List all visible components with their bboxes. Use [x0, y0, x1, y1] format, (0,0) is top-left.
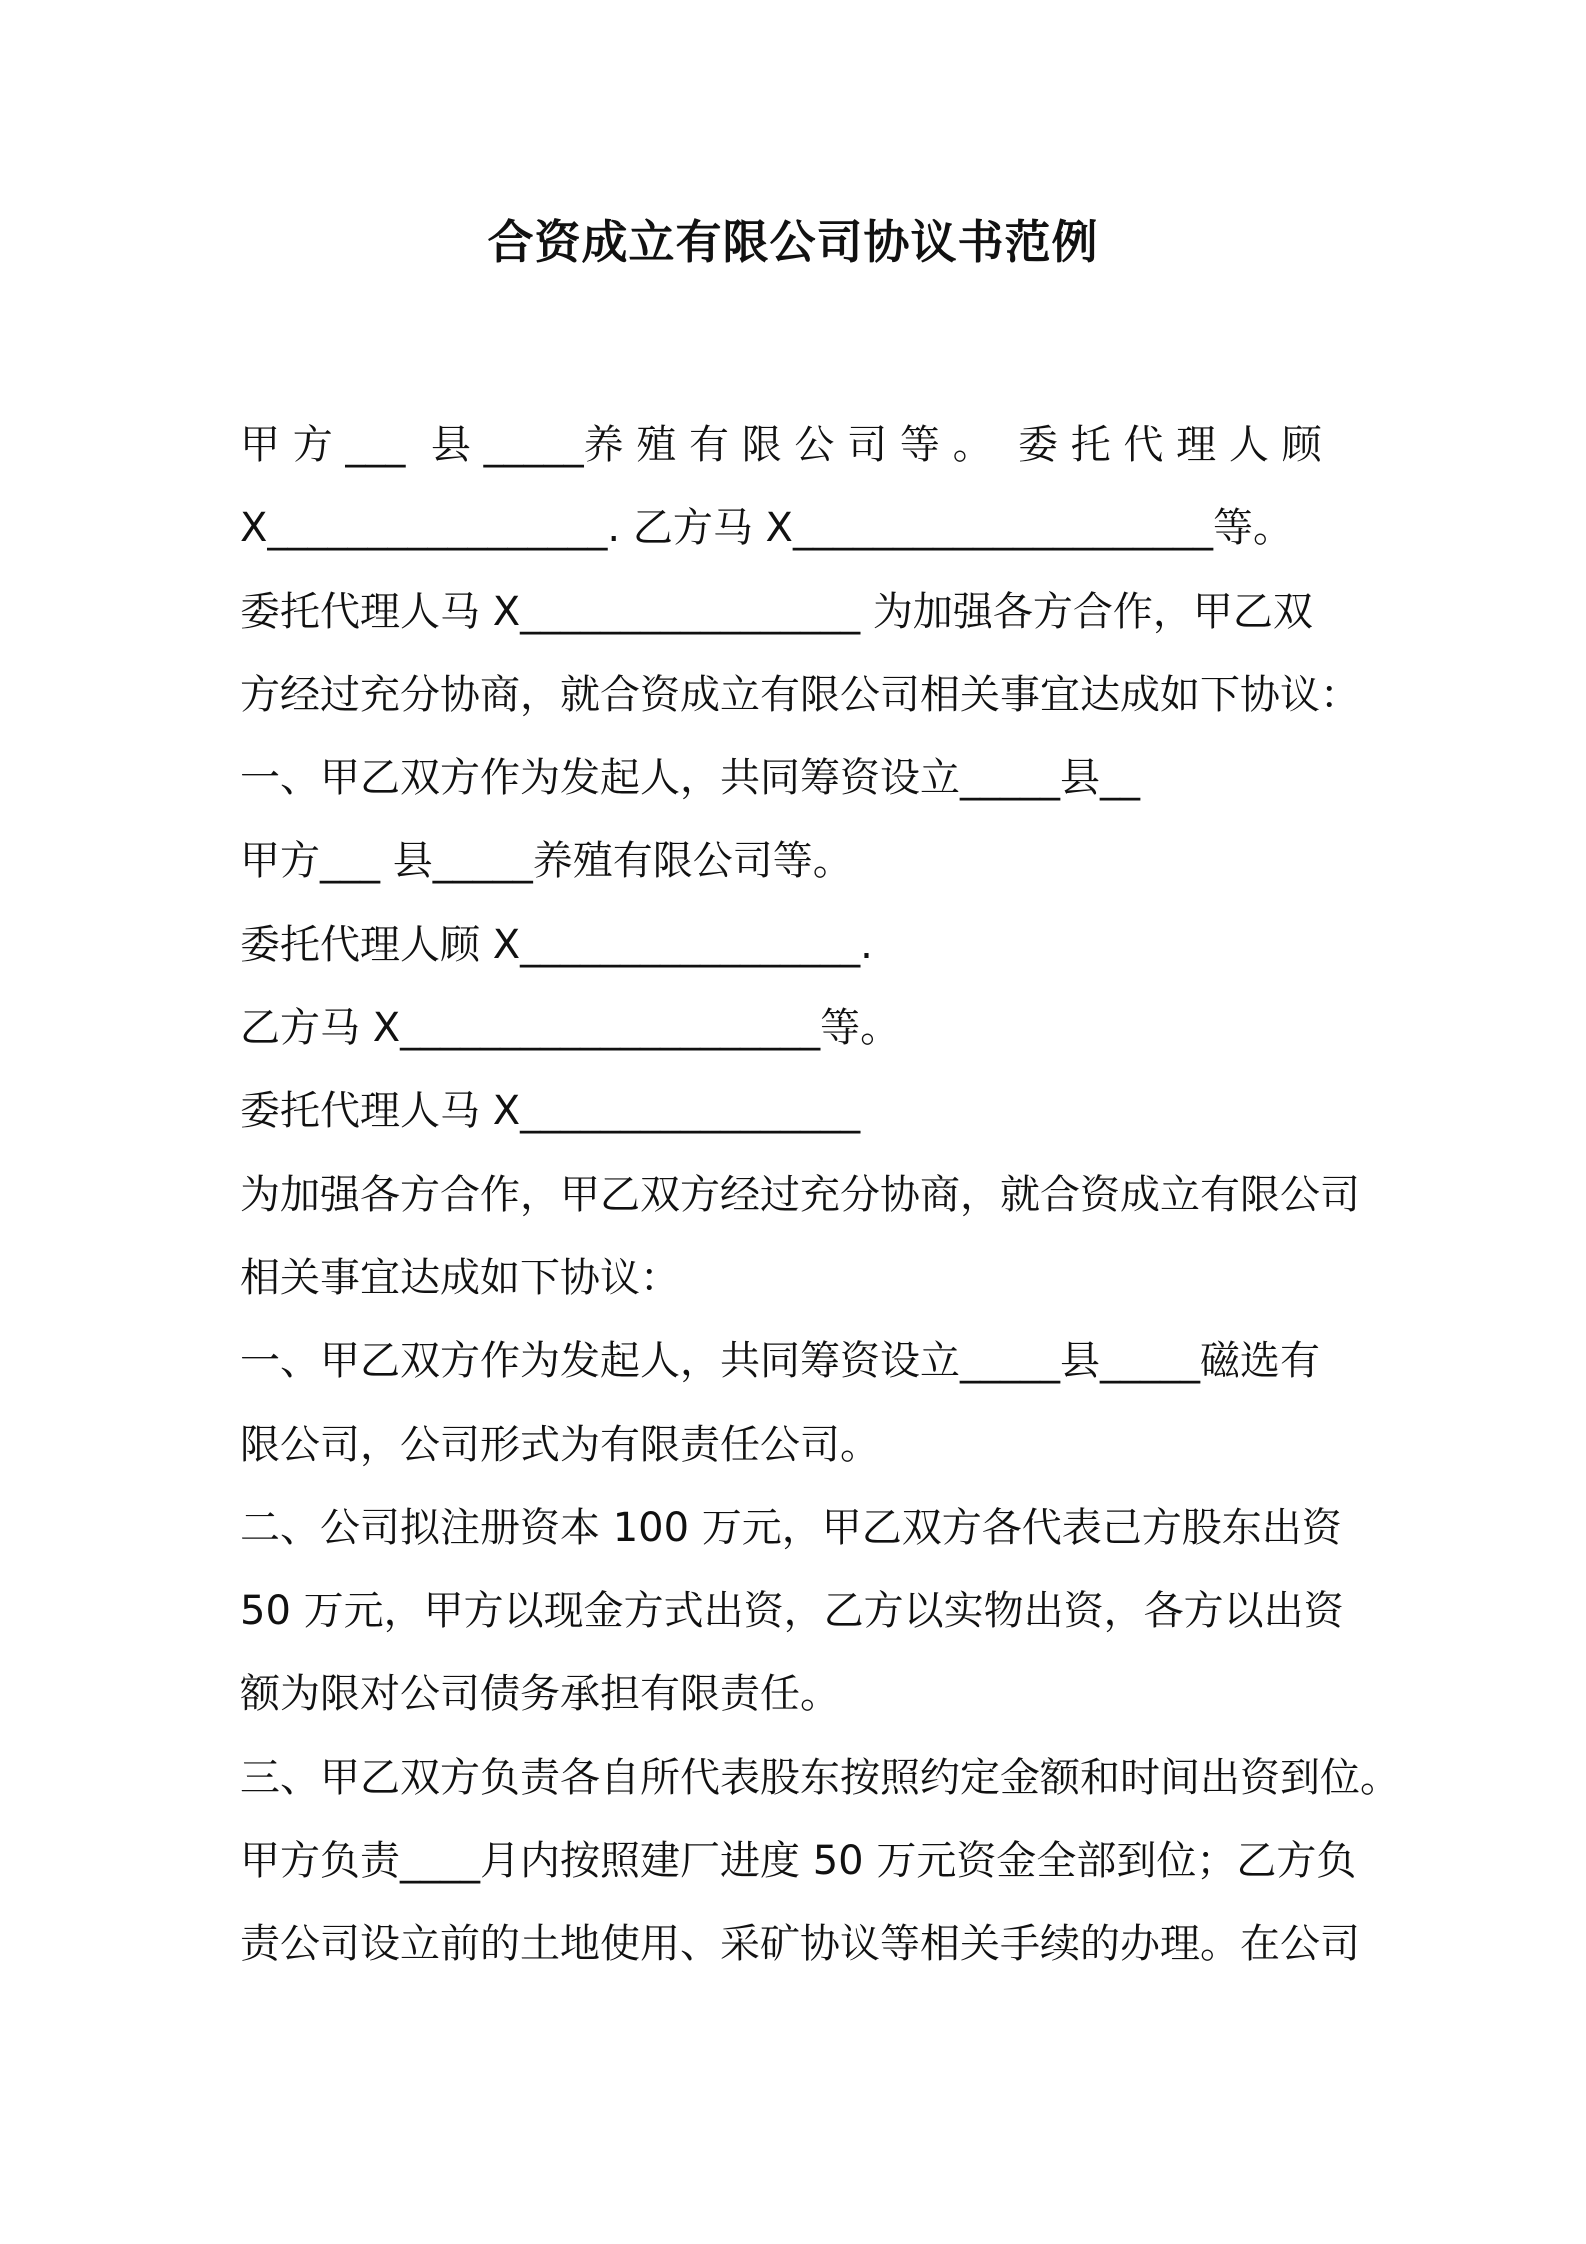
text-line: 委托代理人马 X_________________ 为加强各方合作，甲乙双 — [240, 588, 1313, 635]
text-line: 二、公司拟注册资本 100 万元，甲乙双方各代表己方股东出资 — [240, 1504, 1342, 1551]
text-line: 甲方负责____月内按照建厂进度 50 万元资金全部到位；乙方负 — [240, 1838, 1357, 1885]
text-line: 甲 方 ___ 县 _____养 殖 有 限 公 司 等 。 委 托 代 理 人 顾 — [240, 422, 1322, 468]
text-line: 一、甲乙双方作为发起人，共同筹资设立_____县_____磁选有 — [240, 1338, 1320, 1385]
text-line: 责公司设立前的土地使用、采矿协议等相关手续的办理。在公司 — [240, 1921, 1360, 1968]
text-line: 委托代理人顾 X_________________. — [240, 921, 873, 968]
text-line: 限公司，公司形式为有限责任公司。 — [240, 1421, 880, 1468]
text-line: 乙方马 X_____________________等。 — [240, 1005, 901, 1052]
text-line: 一、甲乙双方作为发起人，共同筹资设立_____县__ — [240, 755, 1140, 802]
text-line: 方经过充分协商，就合资成立有限公司相关事宜达成如下协议： — [240, 671, 1360, 718]
text-line: 委托代理人马 X_________________ — [240, 1088, 861, 1135]
text-line: 为加强各方合作，甲乙双方经过充分协商，就合资成立有限公司 — [240, 1171, 1360, 1218]
text-line: X_________________. 乙方马 X_____________________等。 — [240, 505, 1293, 552]
text-line: 三、甲乙双方负责各自所代表股东按照约定金额和时间出资到位。 — [240, 1754, 1400, 1801]
text-line: 相关事宜达成如下协议： — [240, 1254, 680, 1301]
document-title: 合资成立有限公司协议书范例 — [487, 215, 1099, 269]
text-line: 额为限对公司债务承担有限责任。 — [240, 1671, 840, 1718]
text-line: 甲方___ 县_____养殖有限公司等。 — [240, 838, 853, 885]
text-line: 50 万元，甲方以现金方式出资，乙方以实物出资，各方以出资 — [240, 1588, 1344, 1635]
document-body — [240, 404, 1400, 1987]
